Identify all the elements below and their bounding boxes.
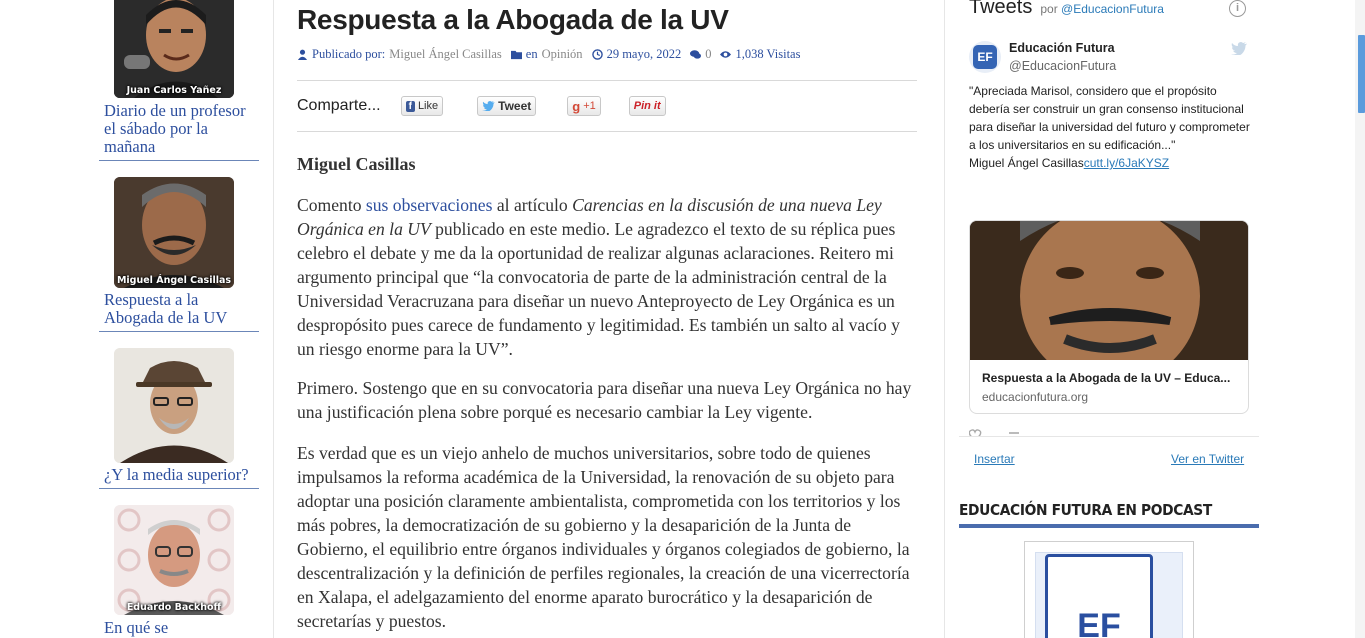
article-paragraph xyxy=(297,193,917,361)
article-author-heading: Miguel Casillas xyxy=(297,154,416,174)
avatar[interactable] xyxy=(969,41,1001,73)
meta-author xyxy=(297,47,502,62)
by-label: por xyxy=(1040,2,1058,16)
author-photo[interactable] xyxy=(114,348,234,463)
tweet-link-card[interactable] xyxy=(969,220,1249,414)
eye-icon xyxy=(720,49,731,60)
tweet-author-handle[interactable]: @EducacionFutura xyxy=(1009,59,1117,73)
author-photo-caption: Juan Carlos Yañez xyxy=(126,85,222,96)
facebook-like-label: Like xyxy=(417,100,439,112)
twitter-widget-header xyxy=(969,0,1164,19)
article-meta xyxy=(297,47,809,62)
share-bar xyxy=(297,96,666,116)
twitter-bird-icon[interactable] xyxy=(1231,42,1247,55)
scrollbar-thumb[interactable] xyxy=(1358,35,1365,113)
comment-count: 0 xyxy=(705,47,712,61)
portrait-image xyxy=(970,221,1249,360)
paragraph-text: publicado en este medio. Le agradezco el texto de su réplica pues celebro el debate y me da la oportunidad de realizar algunas aclaraciones. Reitero mi argumento principal que “la convocatoria de parte de la administración central de la Universidad Veracruzana para diseñar un nuevo Anteproyecto de Ley Orgánica es un despropósito pues carece de fundamento y legitimidad. Es también un salto al vacío y un riesgo enorme para la UV”. xyxy=(297,219,900,359)
twitter-handle-link[interactable]: @EducacionFutura xyxy=(1061,2,1164,16)
link-card-title: Respuesta a la Abogada de la UV – Educa... xyxy=(982,371,1231,385)
tweet-actions-partial xyxy=(969,428,1049,436)
clock-icon xyxy=(592,49,603,60)
info-icon[interactable]: i xyxy=(1229,0,1246,17)
google-plus-button[interactable] xyxy=(567,96,601,116)
podcast-logo xyxy=(1045,554,1153,638)
article-title: Respuesta a la Abogada de la UV xyxy=(297,4,729,35)
tweet-button[interactable] xyxy=(477,96,536,116)
article-paragraph: Es verdad que es un viejo anhelo de muchos universitarios, sobre todo de quienes impulsamos la reforma académica de la Universidad, la renovación de su objeto para adoptar una posición claramente ambientalista, comprometida con los territorios y los más pobres, la democratización de su gobierno y la desaparición de la Junta de Gobierno, el equilibrio entre órganos individuales y órganos colegiados de gobierno, la descentralización y la definición de perfiles regionales, la creación de una vicerrectoría en Xalapa, el adelgazamiento del enorme aparato burocrático y la desaparición de secretarías y puestos. xyxy=(297,443,910,631)
article-paragraph: Primero. Sostengo que en su convocatoria para diseñar una nueva Ley Orgánica no hay una justificación plena sobre porqué es necesario cambiar la Ley vigente. xyxy=(297,378,912,422)
divider xyxy=(99,488,259,489)
author-link[interactable]: Miguel Ángel Casillas xyxy=(389,47,502,61)
twitter-widget-by xyxy=(1040,2,1164,16)
related-post-link[interactable]: ¿Y la media superior? xyxy=(104,465,249,484)
podcast-section-title: EDUCACIÓN FUTURA EN PODCAST xyxy=(959,501,1212,519)
author-photo-caption: Eduardo Backhoff xyxy=(126,602,222,613)
google-plus-label: +1 xyxy=(583,100,596,112)
related-post-link[interactable]: En qué se xyxy=(104,618,169,637)
twitter-timeline-widget xyxy=(959,0,1259,478)
in-label: en xyxy=(525,47,538,61)
avatar-logo-text: EF xyxy=(973,45,997,69)
meta-visits xyxy=(720,47,800,62)
article-title-reference: Carencias en la discusión de una nueva Ley Orgánica en la UV xyxy=(297,195,882,239)
tweet-signature: Miguel Ángel Casillas xyxy=(969,156,1084,170)
link-card-image xyxy=(970,221,1249,360)
view-on-twitter-link[interactable]: Ver en Twitter xyxy=(1171,452,1245,466)
divider xyxy=(297,80,917,81)
observations-link[interactable]: sus observaciones xyxy=(365,195,493,215)
user-icon xyxy=(297,49,308,60)
tweet-author-name[interactable]: Educación Futura xyxy=(1009,41,1115,55)
column-divider xyxy=(944,0,945,638)
link-card-domain: educacionfutura.org xyxy=(982,390,1089,404)
paragraph-text: Comento xyxy=(297,195,366,215)
portrait-image xyxy=(114,505,234,615)
podcast-banner[interactable] xyxy=(1024,541,1194,638)
publish-date[interactable]: 29 mayo, 2022 xyxy=(606,47,682,61)
tweet-body: "Apreciada Marisol, considero que el propósito debería ser construir un gran consenso institucional para diseñar la universidad del futuro y comprometer a los universitarios en su edificación..." xyxy=(969,84,1250,152)
twitter-widget-title: Tweets xyxy=(969,0,1033,18)
facebook-like-button[interactable] xyxy=(401,96,444,116)
portrait-image xyxy=(114,0,234,98)
heart-icon xyxy=(969,428,1029,436)
divider xyxy=(297,131,917,132)
published-label: Publicado por: xyxy=(312,47,386,61)
meta-date xyxy=(592,47,682,62)
section-accent-bar xyxy=(959,524,1259,528)
portrait-image xyxy=(114,348,234,463)
embed-link[interactable]: Insertar xyxy=(974,452,1015,466)
author-photo-caption: Miguel Ángel Casillas xyxy=(116,275,232,286)
author-photo[interactable] xyxy=(114,505,234,615)
google-plus-icon: g xyxy=(572,98,581,114)
meta-comments[interactable] xyxy=(690,47,711,62)
meta-category xyxy=(511,47,583,62)
tweet-short-link[interactable]: cutt.ly/6JaKYSZ xyxy=(1083,156,1170,170)
pinterest-label: Pin it xyxy=(633,100,661,112)
visit-count: 1,038 Visitas xyxy=(735,47,801,61)
author-photo[interactable] xyxy=(114,177,234,288)
twitter-bird-icon xyxy=(482,101,495,111)
facebook-icon: f xyxy=(406,101,415,112)
column-divider xyxy=(273,0,274,638)
divider xyxy=(959,436,1259,437)
comments-icon xyxy=(690,49,701,60)
category-link[interactable]: Opinión xyxy=(541,47,583,61)
pinterest-button[interactable] xyxy=(629,96,666,116)
divider xyxy=(99,160,259,161)
related-post-link[interactable]: Respuesta a la Abogada de la UV xyxy=(104,290,228,327)
paragraph-text: al artículo xyxy=(492,195,573,215)
divider xyxy=(99,331,259,332)
author-photo[interactable] xyxy=(114,0,234,98)
portrait-image xyxy=(114,177,234,288)
share-label: Comparte... xyxy=(297,97,381,114)
related-post-link[interactable]: Diario de un profesor el sábado por la mañana xyxy=(104,101,246,156)
folder-icon xyxy=(511,49,522,60)
tweet-label: Tweet xyxy=(498,99,532,113)
tweet-text xyxy=(969,82,1254,172)
podcast-logo-text: EF xyxy=(1077,607,1121,638)
